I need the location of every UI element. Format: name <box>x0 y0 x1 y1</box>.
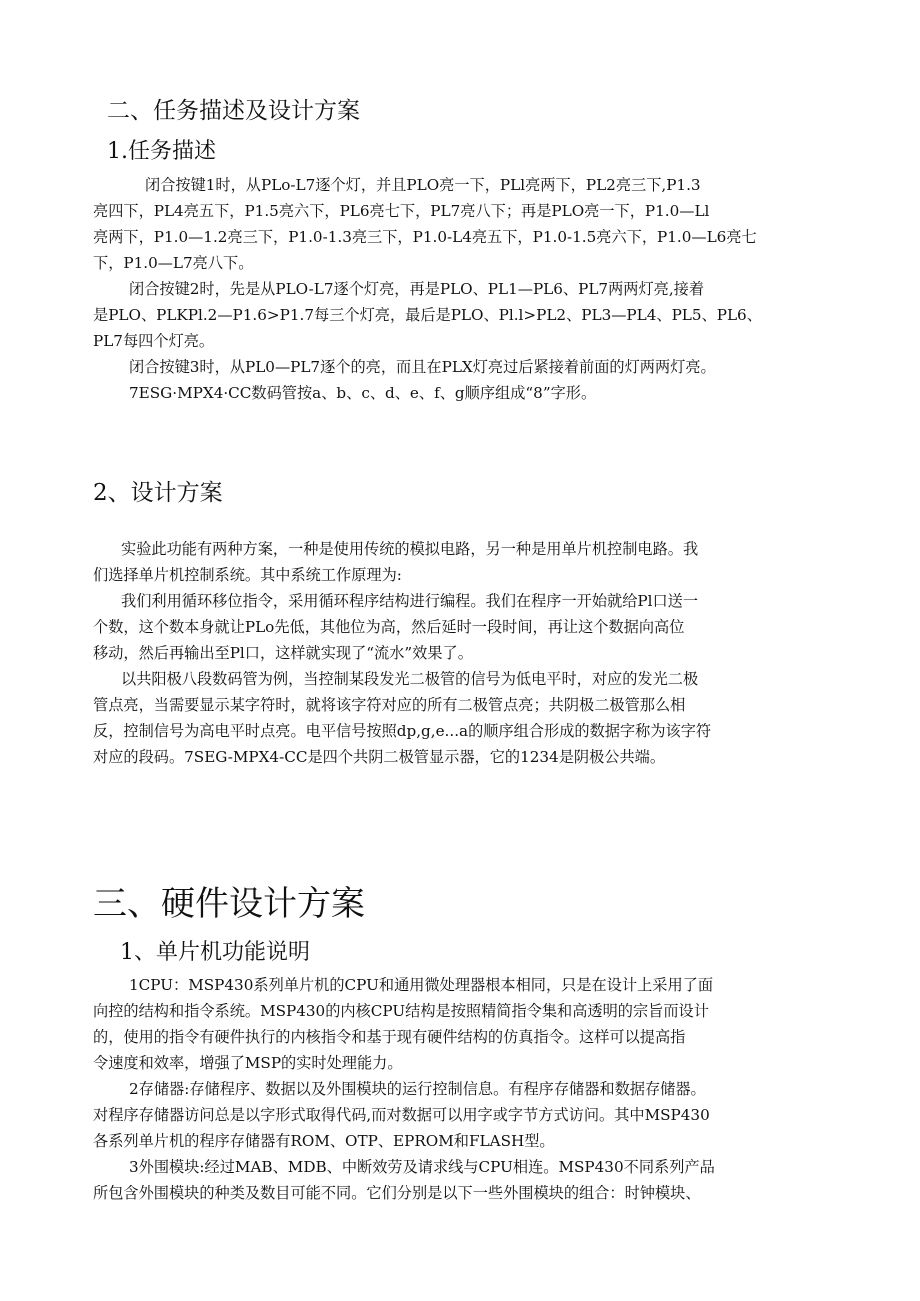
text-line: 我们利用循环移位指令，采用循环程序结构进行编程。我们在程序一开始就给Pl口送一 <box>121 592 699 610</box>
text-line: 3外围模块:经过MAB、MDB、中断效劳及请求线与CPU相连。MSP430不同系列产品 <box>129 1158 715 1176</box>
text-line: 移动，然后再输出至Pl口，这样就实现了“流水”效果了。 <box>93 644 473 662</box>
text-line: 对应的段码。7SEG-MPX4-CC是四个共阴二极管显示器，它的1234是阴极公共端。 <box>93 748 666 766</box>
text-line: 闭合按键1时，从PLo-L7逐个灯，并且PLO亮一下，PLl亮两下，PL2亮三下,P1.3 <box>145 176 701 194</box>
design-plan-paragraph <box>93 536 828 770</box>
text-line: 令速度和效率，增强了MSP的实时处理能力。 <box>93 1054 403 1072</box>
text-line: 以共阳极八段数码管为例，当控制某段发光二极管的信号为低电平时，对应的发光二极 <box>121 670 699 688</box>
text-line: 2存储器:存储程序、数据以及外围模块的运行控制信息。有程序存储器和数据存储器。 <box>129 1080 706 1098</box>
text-line: 闭合按键3时，从PL0—PL7逐个的亮，而且在PLX灯亮过后紧接着前面的灯两两灯亮。 <box>129 358 716 376</box>
text-line: PL7每四个灯亮。 <box>93 332 215 350</box>
text-line: 下，P1.0—L7亮八下。 <box>93 254 254 272</box>
text-line: 实验此功能有两种方案，一种是使用传统的模拟电路，另一种是用单片机控制电路。我 <box>121 540 699 558</box>
text-line: 亮两下，P1.0—1.2亮三下，P1.0-1.3亮三下，P1.0-L4亮五下，P1.0-1.5亮六下，P1.0—L6亮七 <box>93 228 757 246</box>
text-line: 个数，这个数本身就让PLo先低，其他位为高，然后延时一段时间，再让这个数据向高位 <box>93 618 685 636</box>
text-line: 各系列单片机的程序存储器有ROM、OTP、EPROM和FLASH型。 <box>93 1132 555 1150</box>
text-line: 所包含外围模块的种类及数目可能不同。它们分别是以下一些外围模块的组合：时钟模块、 <box>93 1184 701 1202</box>
text-line: 管点亮，当需要显示某字符时，就将该字符对应的所有二极管点亮；共阴极二极管那么相 <box>93 696 686 714</box>
design-plan-heading: 2、设计方案 <box>93 480 223 506</box>
mcu-function-heading: 1、单片机功能说明 <box>120 940 310 965</box>
text-line: 是PLO、PLKPl.2—P1.6>P1.7每三个灯亮，最后是PLO、Pl.l>PL2、PL3—PL4、PL5、PL6、 <box>93 306 762 324</box>
text-line: 向控的结构和指令系统。MSP430的内核CPU结构是按照精简指令集和高透明的宗旨而设计 <box>93 1002 709 1020</box>
text-line: 1CPU：MSP430系列单片机的CPU和通用微处理器根本相同，只是在设计上采用了面 <box>129 976 714 994</box>
text-line: 对程序存储器访问总是以字形式取得代码,而对数据可以用字或字节方式访问。其中MSP430 <box>93 1106 710 1124</box>
text-line: 的，使用的指令有硬件执行的内核指令和基于现有硬件结构的仿真指令。这样可以提高指 <box>93 1028 686 1046</box>
text-line: 闭合按键2时，先是从PLO-L7逐个灯亮，再是PLO、PL1—PL6、PL7两两灯亮,接着 <box>129 280 705 298</box>
section-two-heading: 二、任务描述及设计方案 <box>107 98 360 124</box>
text-line: 7ESG·MPX4·CC数码管按a、b、c、d、e、f、g顺序组成“8”字形。 <box>129 384 597 402</box>
section-three-heading: 三、硬件设计方案 <box>93 884 365 924</box>
mcu-function-paragraph <box>93 972 828 1206</box>
task-description-heading: 1.任务描述 <box>107 139 216 164</box>
task-description-paragraph <box>93 172 828 406</box>
text-line: 亮四下，PL4亮五下，P1.5亮六下，PL6亮七下，PL7亮八下；再是PLO亮一下，P1.0—Ll <box>93 202 710 220</box>
text-line: 们选择单片机控制系统。其中系统工作原理为: <box>93 566 402 584</box>
text-line: 反，控制信号为高电平时点亮。电平信号按照dp,g,e...a的顺序组合形成的数据字称为该字符 <box>93 722 712 740</box>
